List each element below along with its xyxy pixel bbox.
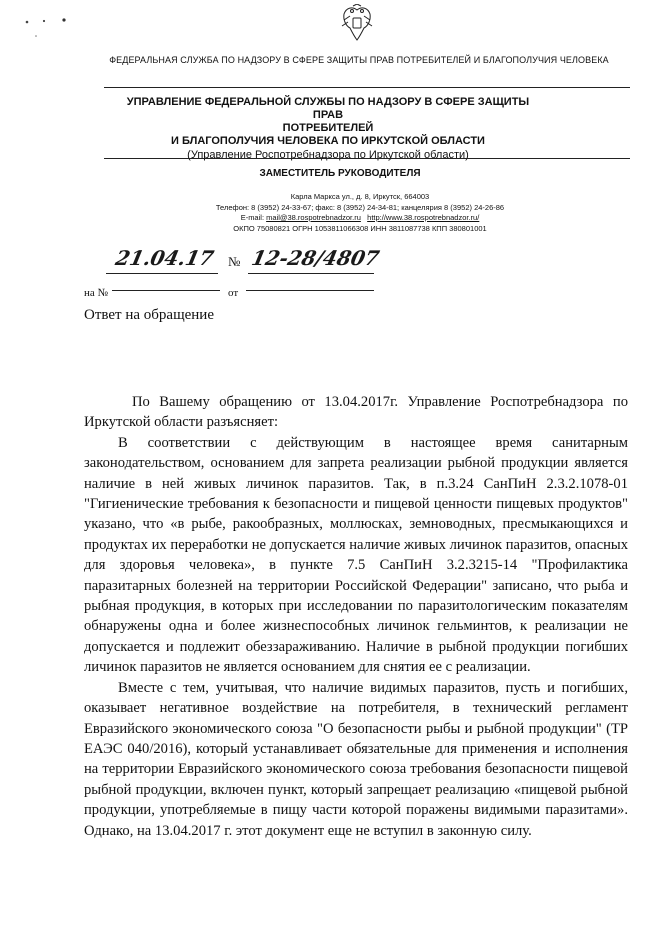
address: Карла Маркса ул., д. 8, Иркутск, 664003	[290, 192, 430, 201]
header-divider	[104, 87, 630, 88]
from-underline	[246, 290, 374, 291]
coat-of-arms-icon	[340, 4, 374, 44]
body-paragraph-2: В соответствии с действующим в настоящее время санитарным законодательством, основанием для запрета реализации рыбной продукции является наличие в ней живых личинок паразитов. Так, в п.3.24 СанПиН 2.3.2.1078-01 "Гигиенические требования к безопасности и пищевой ценности пищевых продуктов" указано, что «в рыбе, ракообразных, моллюсках, земноводных, пресмыкающихся и продуктах их переработки не допускается наличие живых личинок паразитов, опасных для здоровья человека», в пункте 7.5 СанПиН 3.2.3215-14 "Профилактика паразитарных болезней на территории Российской Федерации" записано, что рыба и рыбная продукция, в которых при исследовании по паразитологическим показателям обнаружены одна и более жизнеспособных личинок гельминтов, к реализации не допускается и подлежит обеззараживанию. Наличие в рыбной продукции погибших личинок паразитов не является основанием для снятия ее с реализации.	[84, 434, 628, 676]
department-line-2: ПОТРЕБИТЕЛЕЙ	[282, 122, 374, 134]
department-short-name: (Управление Роспотребнадзора по Иркутской области)	[187, 149, 469, 161]
letter-subject: Ответ на обращение	[84, 307, 214, 323]
handwritten-date: 21.04.17	[113, 246, 216, 270]
registry-codes: ОКПО 75080821 ОГРН 1053811066308 ИНН 3811087738 КПП 380801001	[233, 223, 487, 233]
department-line-1: УПРАВЛЕНИЕ ФЕДЕРАЛЬНОЙ СЛУЖБЫ ПО НАДЗОРУ В СФЕРЕ ЗАЩИТЫ ПРАВ	[126, 96, 530, 121]
contact-details	[150, 192, 570, 234]
federal-service-name: ФЕДЕРАЛЬНАЯ СЛУЖБА ПО НАДЗОРУ В СФЕРЕ ЗАЩИТЫ ПРАВ ПОТРЕБИТЕЛЕЙ И БЛАГОПОЛУЧИЯ ЧЕЛОВЕКА	[109, 55, 609, 65]
email-row	[150, 213, 570, 224]
on-number-label: на №	[84, 287, 109, 299]
department-block	[118, 96, 538, 162]
body-paragraph-3: Вместе с тем, учитывая, что наличие видимых паразитов, пусть и погибших, оказывает негативное воздействие на потребителя, в технический регламент Евразийского экономического союза "О безопасности рыбы и рыбной продукции" (ТР ЕАЭС 040/2016), который устанавливает обязательные для применения и исполнения на территории Евразийского экономического союза требования безопасности пищевой рыбной продукции, включен пункт, который запрещает реализацию «пищевой рыбной продукции, употребляемые в пищу части которой поражены видимыми паразитами». Однако, на 13.04.2017 г. этот документ еще не вступил в законную силу.	[84, 679, 628, 839]
email-link[interactable]: mail@38.rospotrebnadzor.ru	[266, 213, 361, 222]
handwritten-number: 12-28/4807	[249, 246, 382, 270]
phones: Телефон: 8 (3952) 24-33-67; факс: 8 (3952) 24-34-81; канцелярия 8 (3952) 24-26-86	[215, 202, 505, 212]
number-underline	[248, 273, 374, 274]
registration-handwriting	[110, 246, 390, 276]
position-title: ЗАМЕСТИТЕЛЬ РУКОВОДИТЕЛЯ	[259, 168, 421, 179]
scan-artifact-icon	[24, 12, 74, 52]
letter-body	[84, 392, 628, 841]
date-underline	[106, 273, 218, 274]
email-label: E-mail:	[240, 213, 265, 222]
department-line-3: И БЛАГОПОЛУЧИЯ ЧЕЛОВЕКА ПО ИРКУТСКОЙ ОБЛАСТИ	[171, 135, 485, 147]
body-paragraph-1: По Вашему обращению от 13.04.2017г. Управление Роспотребнадзора по Иркутской области разъясняет:	[84, 394, 628, 431]
number-sign: №	[228, 254, 241, 269]
on-number-underline	[112, 290, 220, 291]
website-link[interactable]: http://www.38.rospotrebnadzor.ru/	[367, 213, 480, 222]
from-label: от	[228, 287, 239, 299]
department-divider	[104, 158, 630, 159]
